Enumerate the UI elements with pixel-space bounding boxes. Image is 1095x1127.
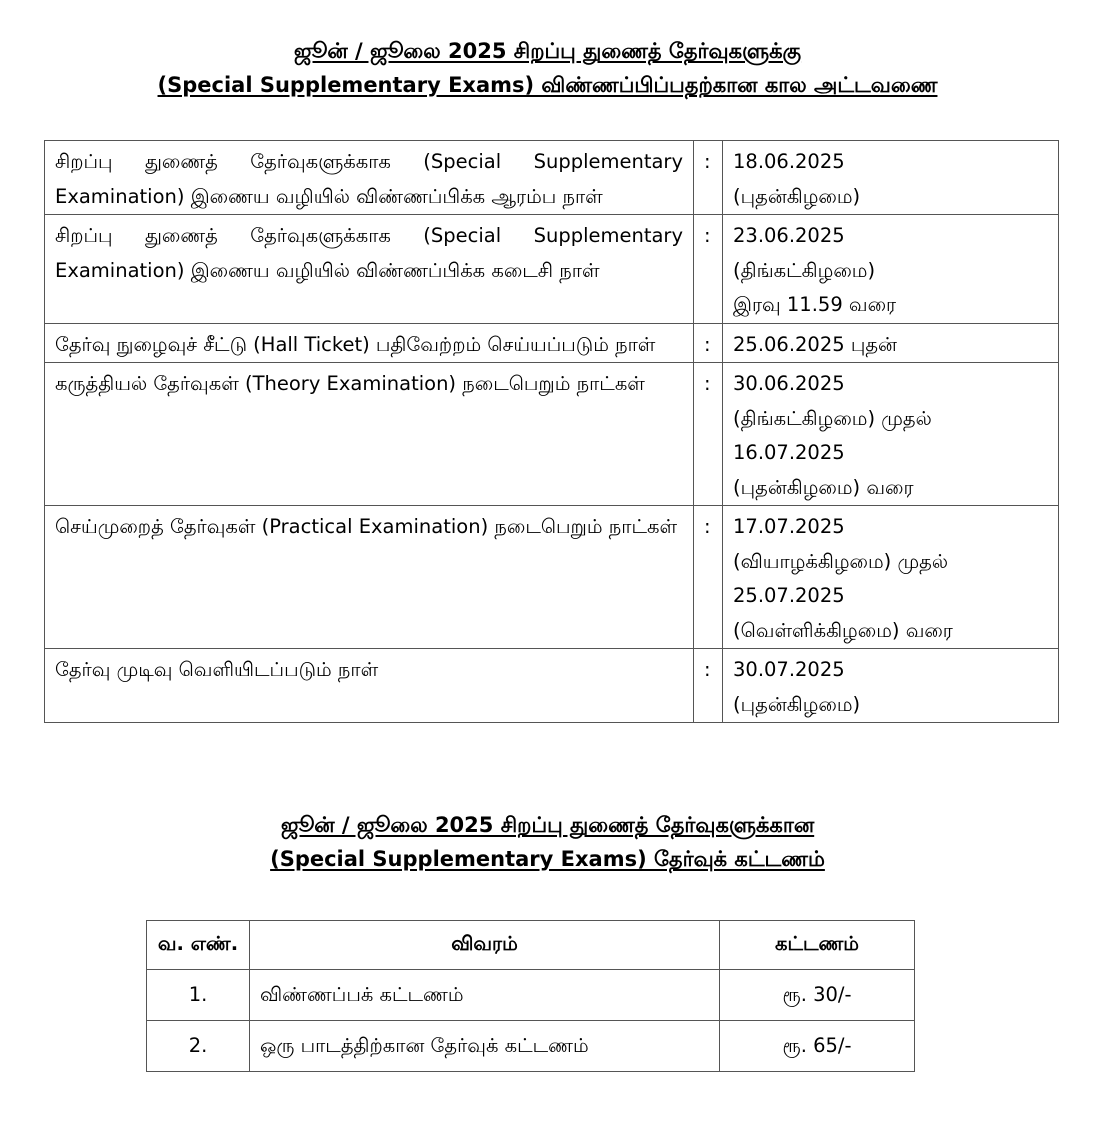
serial-number: 1. xyxy=(147,970,250,1021)
table-row xyxy=(45,323,1059,363)
date-line: (புதன்கிழமை) xyxy=(733,692,861,716)
schedule-date xyxy=(723,141,1059,215)
schedule-date xyxy=(723,363,1059,506)
schedule-date xyxy=(723,323,1059,363)
fee-amount: ரூ. 65/- xyxy=(720,1021,915,1072)
table-row xyxy=(147,970,915,1021)
date-line: (திங்கட்கிழமை) முதல் xyxy=(733,406,932,430)
date-line: 18.06.2025 xyxy=(733,150,845,173)
separator: : xyxy=(694,141,723,215)
schedule-date xyxy=(723,506,1059,649)
schedule-description: கருத்தியல் தேர்வுகள் (Theory Examination) நடைபெறும் நாட்கள் xyxy=(45,363,694,506)
date-line: (வியாழக்கிழமை) முதல் xyxy=(733,549,949,573)
date-line: (திங்கட்கிழமை) xyxy=(733,258,876,282)
table-row xyxy=(45,141,1059,215)
table-row xyxy=(45,649,1059,723)
schedule-description: தேர்வு நுழைவுச் சீட்டு (Hall Ticket) பதிவேற்றம் செய்யப்படும் நாள் xyxy=(45,323,694,363)
schedule-description: சிறப்பு துணைத் தேர்வுகளுக்காக (Special Supplementary Examination) இணைய வழியில் விண்ணப்பிக்க ஆரம்ப நாள் xyxy=(45,141,694,215)
fee-details: விண்ணப்பக் கட்டணம் xyxy=(250,970,720,1021)
header-fee: கட்டணம் xyxy=(720,921,915,970)
header-serial-number: வ. எண். xyxy=(147,921,250,970)
schedule-date xyxy=(723,215,1059,324)
fee-title-line1: ஜூன் / ஜூலை 2025 சிறப்பு துணைத் தேர்வுகளுக்கான xyxy=(280,813,815,837)
separator: : xyxy=(694,363,723,506)
date-line: 30.06.2025 xyxy=(733,372,845,395)
fee-table xyxy=(146,920,915,1072)
separator: : xyxy=(694,215,723,324)
fee-title xyxy=(0,808,1095,876)
schedule-description: செய்முறைத் தேர்வுகள் (Practical Examination) நடைபெறும் நாட்கள் xyxy=(45,506,694,649)
date-line: (புதன்கிழமை) xyxy=(733,184,861,208)
separator: : xyxy=(694,506,723,649)
date-line: 16.07.2025 xyxy=(733,441,845,464)
separator: : xyxy=(694,649,723,723)
fee-details: ஒரு பாடத்திற்கான தேர்வுக் கட்டணம் xyxy=(250,1021,720,1072)
schedule-description: சிறப்பு துணைத் தேர்வுகளுக்காக (Special Supplementary Examination) இணைய வழியில் விண்ணப்பிக்க கடைசி நாள் xyxy=(45,215,694,324)
date-line: 23.06.2025 xyxy=(733,224,845,247)
header-details: விவரம் xyxy=(250,921,720,970)
date-line: (வெள்ளிக்கிழமை) வரை xyxy=(733,618,953,642)
fee-amount: ரூ. 30/- xyxy=(720,970,915,1021)
schedule-title-line1: ஜூன் / ஜூலை 2025 சிறப்பு துணைத் தேர்வுகளுக்கு xyxy=(293,39,802,63)
table-header-row xyxy=(147,921,915,970)
date-line: 25.07.2025 xyxy=(733,584,845,607)
separator: : xyxy=(694,323,723,363)
fee-title-line2: (Special Supplementary Exams) தேர்வுக் கட்டணம் xyxy=(270,847,825,871)
date-line: 30.07.2025 xyxy=(733,658,845,681)
date-line: (புதன்கிழமை) வரை xyxy=(733,475,914,499)
date-line: 17.07.2025 xyxy=(733,515,845,538)
serial-number: 2. xyxy=(147,1021,250,1072)
schedule-title xyxy=(0,34,1095,102)
schedule-table xyxy=(44,140,1059,723)
date-line: இரவு 11.59 வரை xyxy=(733,293,897,316)
schedule-title-line2: (Special Supplementary Exams) விண்ணப்பிப்பதற்கான கால அட்டவணை xyxy=(157,73,938,97)
date-line: 25.06.2025 புதன் xyxy=(733,332,897,356)
table-row xyxy=(45,215,1059,324)
schedule-date xyxy=(723,649,1059,723)
table-row xyxy=(45,506,1059,649)
schedule-description: தேர்வு முடிவு வெளியிடப்படும் நாள் xyxy=(45,649,694,723)
table-row xyxy=(147,1021,915,1072)
table-row xyxy=(45,363,1059,506)
